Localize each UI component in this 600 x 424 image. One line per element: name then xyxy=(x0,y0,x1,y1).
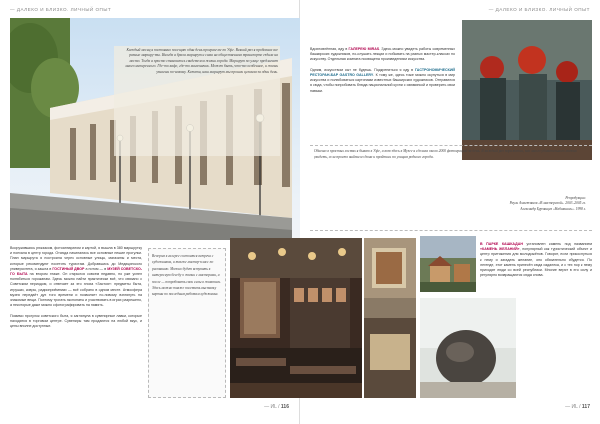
folio-right-number: 117 xyxy=(581,404,590,410)
folio-right xyxy=(565,404,590,410)
park-text-2: , популярный как туристический объект и центр притяжения для молодожёнов. Говорят, если прикоснуться к нему и загадать желание, оно обязательно сбудется. По легенде, этот камень принесён сюда издалека, и с тех пор к нему приходят люди со всей республики. Многие верят в его силу и регулярно возвращаются сюда снова. xyxy=(480,247,592,278)
folio-left xyxy=(264,404,289,410)
running-head-right: — ДАЛЕКО И БЛИЗКО. ЛИЧНЫЙ ОПЫТ xyxy=(488,7,590,12)
painting-top-right xyxy=(462,20,592,160)
interior-photo xyxy=(364,238,416,398)
quote-source-label: Репродукции: xyxy=(565,196,586,200)
folio-left-number: 116 xyxy=(280,404,289,410)
wish-stone-photo xyxy=(420,298,516,398)
painting-village xyxy=(420,236,476,292)
side-caption: Вечером в галерее состоится встреча с художником, а также мастер-класс по рисованию. Можно будет вступить в интересную беседу о жизни с мастерами, а после — попробовать свои силы в живописи. Здесь можно также посетить выставку картин по последним работам художника. xyxy=(152,254,222,297)
folio-right-prefix: — ИL / xyxy=(565,404,581,410)
gostiny-dvor-highlight: ГОСТИНЫЙ ДВОР xyxy=(52,266,85,271)
restaurant-photo xyxy=(230,238,362,398)
running-head-left: — ДАЛЕКО И БЛИЗКО. ЛИЧНЫЙ ОПЫТ xyxy=(10,7,112,12)
quote-source xyxy=(430,196,586,226)
gastro-gallery-highlight: ГАСТРОНОМИЧЕСКИЙ РЕСТОРАН-БАР GASTRO GALLERY xyxy=(310,67,455,78)
right-intro-text xyxy=(310,47,455,135)
intro-2: . Здесь можно увидеть работы современных башкирских художников, по-слушать лекции и побывать на разных мастер-классах по искусству. Отдельная комната посвящена произведениям искусства. xyxy=(310,47,455,62)
intro-1: Вдохновлённая, иду в xyxy=(310,47,348,51)
body-para-1: Вооружившись рюкзаком, фотоаппаратом и картой, я вышла в 380 маршрутку и поехала в центр города. Отсюда начинались все основные пешие прогулки. План маршрута я построила через основные улицы, магазины и места, которые рекомендуют посетить туристам. Добравшись до Медицинского университета, я зашла в xyxy=(10,246,142,271)
wish-stone-highlight: «КАМЕНЬ ЖЕЛАНИЙ» xyxy=(480,247,520,252)
quote-divider-top xyxy=(310,145,592,146)
museum-highlight: МУЗЕЙ СОВЕТСКО-ГО БЫТА xyxy=(10,266,142,277)
folio-left-prefix: — ИL / xyxy=(264,404,280,410)
quote-divider-bottom xyxy=(310,230,592,231)
intro-3: Одним, искусством сыт не будешь. Подкрепиться я иду в xyxy=(310,67,414,72)
park-kashkadan-highlight: В ПАРКЕ КАШКАДАН xyxy=(480,242,523,246)
photo-caption: Каждый месяц я постоянно посещаю один день програм-ме по Уфе. Всякий раз я пробовала все разные маршру-ты. Иногда я брала маршрут и сама на общественном транспорте ездила на место. Тогда я просто становлюсь свидетелем жизни города. Маршрут по улице предлагает много интересного. Где-то кафе, где-то магазинчик. Может быть, что-то особенное, и жизнь узнаешь по-новому. Кстати, наш маршрут мы прошли целиком за один день. xyxy=(125,48,278,74)
body-para-2: Помимо прогулок советского быта, я заглянула в сувенирные лавки, которые находятся в торговом центре. Сувениры там продаются на любой вкус, и цены вполне доступные. xyxy=(10,313,142,329)
body-para-1b: а потом — в xyxy=(85,266,107,271)
park-text-1: установлен камень под названием xyxy=(526,242,592,246)
quote-source-2: Александр Бурзянцев «Набившись». 1998 г. xyxy=(520,206,586,211)
body-para-1c: на втором этаже. Он открылся совсем недавно, но уже успел полюбиться горожанам. Здесь можно найти практически всё, что связано с Советским периодом, и отвечает за это эпоха «Застоя»: предметы быта, игрушки, ковры, радиоприёмники — всё собрано в одном месте. Атмосфера музея передаёт дух того времени и позволяет по-новому взглянуть на знакомые вещи. Поэтому трогать экспонаты и участвовать в играх разрешено, а некоторые даже можно сфотографировать на память. xyxy=(10,272,142,308)
galereya-miras-highlight: ГАЛЕРЕЮ MIRAS xyxy=(348,47,380,51)
left-body-text xyxy=(10,246,142,396)
quote-text: Обычно в простых гостях я бываю в Уфе, а вот здесь в Музее я сделала около 2000 фотографий за день. Я каждый раз поражаюсь, как много удивительного можно увидеть, если просто выйти из дома и пройтись по улицам родного города. xyxy=(314,149,577,160)
intro-4: . К тому же, здесь тоже можно окунуться в мир искусства и полюбоваться картинами известных башкирских художников. Отправился я сюда, чтобы попробовать блюда национальной кухни с изюминкой и проверить свои навыки. xyxy=(310,73,455,93)
quote-source-1: Рауль Ахметзянов «В мастерской». 2003–2005 гг. xyxy=(509,201,586,206)
